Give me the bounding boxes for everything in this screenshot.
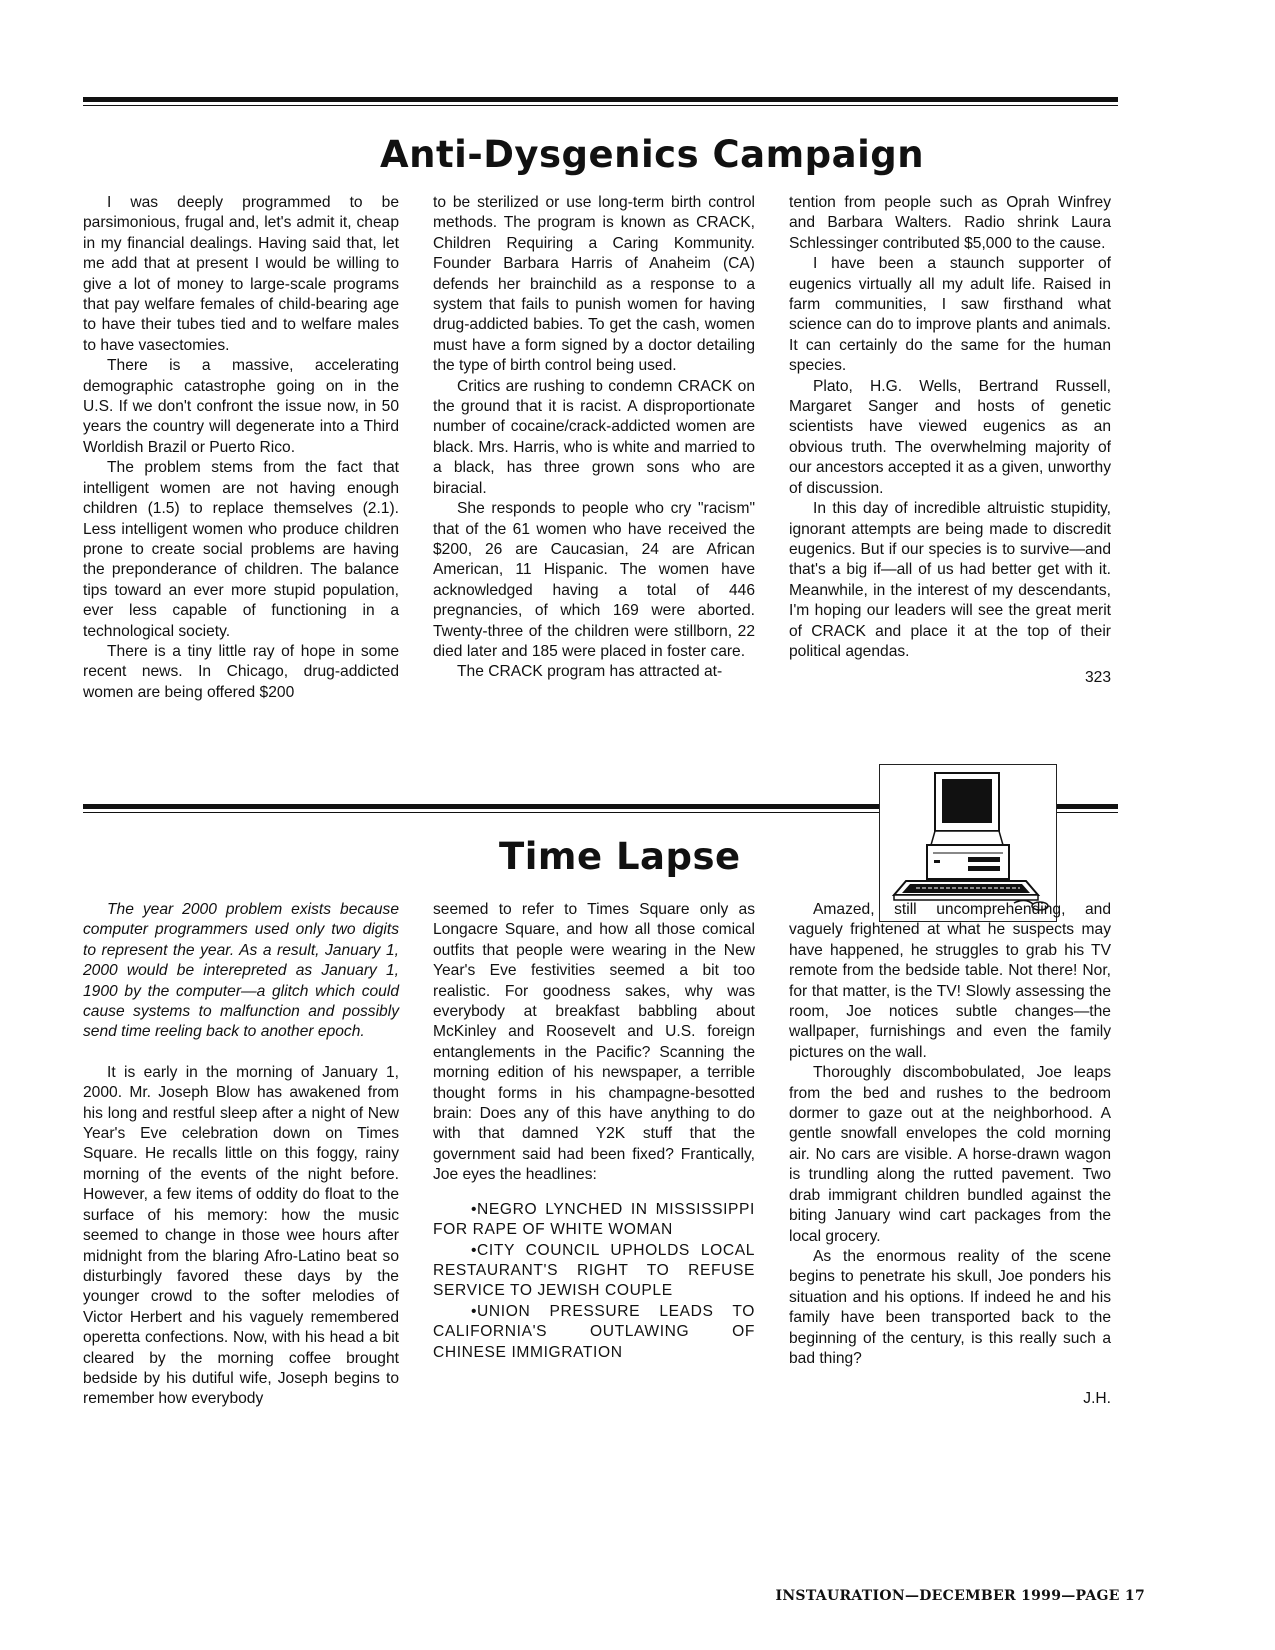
article-2-column-2 — [433, 900, 755, 1363]
article-1-column-3 — [789, 193, 1111, 689]
paragraph: I was deeply programmed to be parsimonious, frugal and, let's admit it, cheap in my financial dealings. Having said that, let me add that at present I would be willing to give a lot of money to large-scale programs that pay welfare females of child-bearing age to have their tubes tied and to welfare males to have vasectomies. — [83, 194, 399, 354]
computer-illustration — [879, 764, 1057, 922]
headline-item: •CITY COUNCIL UPHOLDS LOCAL RESTAURANT'S RIGHT TO REFUSE SERVICE TO JEWISH COUPLE — [433, 1241, 755, 1300]
article-2-intro: The year 2000 problem exists because computer programmers used only two digits to represent the year. As a result, January 1, 2000 would be interepreted as January 1, 1900 by the computer—a glitch which could cause systems to malfunction and possibly send time reeling back to another epoch. — [83, 901, 399, 1041]
article-1-column-1 — [83, 193, 399, 703]
mid-rule-thin-right — [1057, 812, 1118, 813]
article-number: 323 — [1084, 669, 1111, 687]
paragraph: There is a massive, accelerating demographic catastrophe going on in the U.S. If we don't confront the issue now, in 50 years the country will degenerate into a Third Worldish Brazil or Puerto Rico. — [83, 357, 399, 456]
paragraph: The problem stems from the fact that intelligent women are not having enough children (1.5) to replace themselves (2.1). Less intelligent women who produce children prone to create social problems are having the preponderance of children. The balance tips toward an ever more stupid population, ever less capable of functioning in a technological society. — [83, 459, 399, 640]
mid-rule-thick-left — [83, 804, 879, 809]
headline-item: •NEGRO LYNCHED IN MISSISSIPPI FOR RAPE OF WHITE WOMAN — [433, 1200, 755, 1239]
article-1-column-2 — [433, 193, 755, 683]
paragraph: It is early in the morning of January 1, 2000. Mr. Joseph Blow has awakened from his long and restful sleep after a night of New Year's Eve celebration down on Times Square. He recalls little on this foggy, rainy morning of the events of the night before. However, a few items of oddity do float to the surface of his memory: how the music seemed to change in those wee hours after midnight from the blaring Afro-Latino beat so disturbingly favored these days by the younger crowd to the softer melodies of Victor Herbert and his vaguely remembered operetta confections. Now, with his head a bit cleared by the morning coffee brought bedside by his dutiful wife, Joseph begins to remember how everybody — [83, 1063, 399, 1408]
article-2-column-3 — [789, 900, 1111, 1410]
paragraph: The CRACK program has attracted at- — [457, 663, 723, 681]
paragraph: Critics are rushing to condemn CRACK on the ground that it is racist. A disproportionate number of cocaine/crack-addicted women are black. Mrs. Harris, who is white and married to a black, has three grown sons who are biracial. — [433, 377, 755, 497]
paragraph: She responds to people who cry "racism" that of the 61 women who have received the $200, 26 are Caucasian, 24 are African American, 11 Hispanic. The women have acknowledged having a total of 446 pregnancies, of which 169 were aborted. Twenty-three of the children were stillborn, 22 died later and 185 were placed in foster care. — [433, 500, 755, 660]
paragraph: Thoroughly discombobulated, Joe leaps from the bed and rushes to the bedroom dormer to gaze out at the neighborhood. A gentle snowfall envelopes the cold morning air. No cars are visible. A horse-drawn wagon is trundling along the rutted pavement. Two drab immigrant children bundled against the biting January wind cart packages from the local grocery. — [789, 1064, 1111, 1245]
top-rule-thick — [83, 97, 1118, 102]
headline-item: •UNION PRESSURE LEADS TO CALIFORNIA'S OUTLAWING OF CHINESE IMMIGRATION — [433, 1302, 755, 1361]
paragraph: I have been a staunch supporter of eugenics virtually all my adult life. Raised in farm communities, I saw firsthand what science can do to improve plants and animals. It can certainly do the same for the human species. — [789, 255, 1111, 375]
computer-icon — [880, 765, 1056, 921]
paragraph: tention from people such as Oprah Winfrey and Barbara Walters. Radio shrink Laura Schlessinger contributed $5,000 to the cause. — [789, 194, 1111, 252]
article-2-column-1 — [83, 900, 399, 1410]
paragraph: Plato, H.G. Wells, Bertrand Russell, Margaret Sanger and hosts of genetic scientists have viewed eugenics as an obvious truth. The overwhelming majority of our ancestors accepted it as a given, unworthy of discussion. — [789, 377, 1111, 497]
headline-list — [433, 1200, 755, 1363]
paragraph: Amazed, still uncomprehending, and vaguely frightened at what he suspects may have happened, he struggles to grab his TV remote from the bedside table. Not there! Nor, for that matter, is the TV! Slowly assessing the room, Joe notices subtle changes—the wallpaper, furnishings and even the family pictures on the wall. — [789, 901, 1111, 1061]
article-2-title: Time Lapse — [499, 835, 741, 878]
paragraph: to be sterilized or use long-term birth control methods. The program is known as CRACK, Children Requiring a Caring Kommunity. Founder Barbara Harris of Anaheim (CA) defends her brainchild as a response to a system that fails to punish women for having drug-addicted babies. To get the cash, women must have a form signed by a doctor detailing the type of birth control being used. — [433, 194, 755, 375]
paragraph: As the enormous reality of the scene begins to penetrate his skull, Joe ponders his situation and his options. If indeed he and his family have been transported back to the beginning of the century, is this really such a bad thing? — [789, 1247, 1111, 1367]
top-rule-thin — [83, 105, 1118, 106]
paragraph: In this day of incredible altruistic stupidity, ignorant attempts are being made to discredit eugenics. But if our species is to survive—and that's a big if—all of us had better get with it. Meanwhile, in the interest of my descendants, I'm hoping our leaders will see the great merit of CRACK and place it at the top of their political agendas. — [789, 500, 1111, 660]
author-initials: J.H. — [1083, 1390, 1111, 1408]
article-1-title: Anti-Dysgenics Campaign — [380, 133, 925, 176]
page-footer: INSTAURATION—DECEMBER 1999—PAGE 17 — [775, 1588, 1145, 1604]
paragraph: There is a tiny little ray of hope in some recent news. In Chicago, drug-addicted women are being offered $200 — [83, 642, 399, 701]
mid-rule-thick-right — [1057, 804, 1118, 809]
mid-rule-thin-left — [83, 812, 879, 813]
paragraph: seemed to refer to Times Square only as Longacre Square, and how all those comical outfits that people were wearing in the New Year's Eve festivities seemed a bit too realistic. For goodness sakes, why was everybody at breakfast babbling about McKinley and Roosevelt and U.S. foreign entanglements in the Pacific? Scanning the morning edition of his newspaper, a terrible thought forms in his champagne-besotted brain: Does any of this have anything to do with that damned Y2K stuff that the government said had been fixed? Frantically, Joe eyes the headlines: — [433, 901, 755, 1184]
